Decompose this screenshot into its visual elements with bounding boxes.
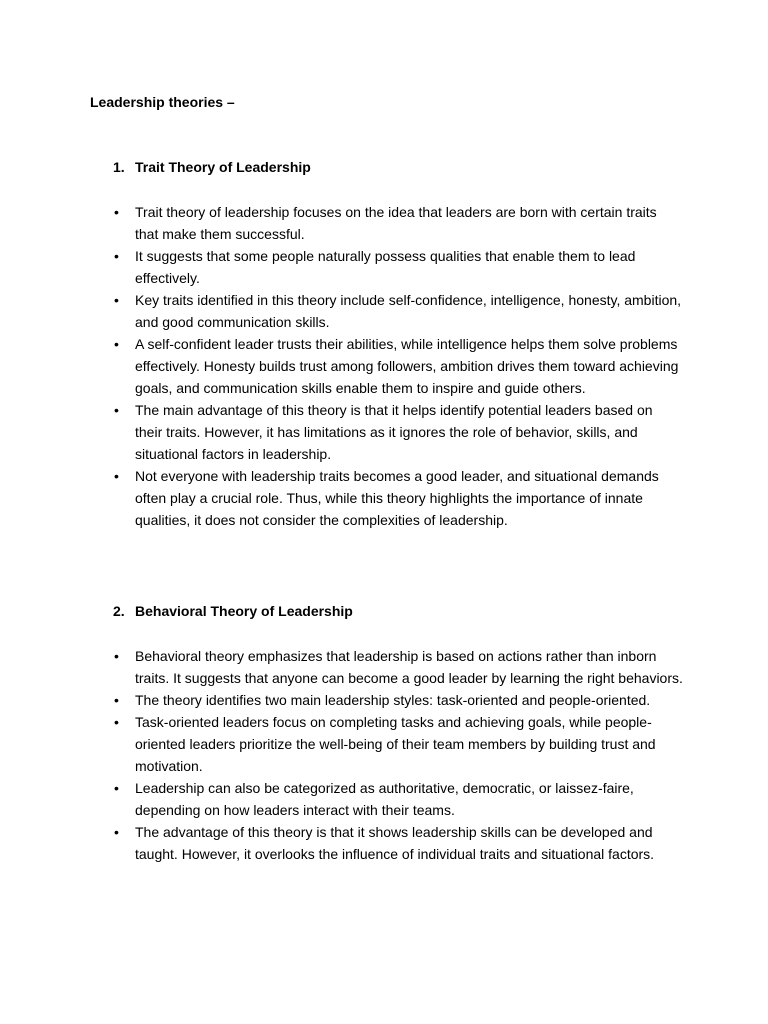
section-number: 1. bbox=[113, 159, 125, 175]
section-heading-text: Trait Theory of Leadership bbox=[135, 159, 311, 175]
list-item-text: The theory identifies two main leadership styles: task-oriented and people-oriented. bbox=[135, 692, 651, 708]
section-heading-trait-theory bbox=[113, 157, 311, 177]
bullet-icon: • bbox=[114, 336, 119, 352]
behavioral-theory-bullet-list bbox=[113, 645, 683, 865]
list-item bbox=[113, 821, 683, 865]
section-heading-text: Behavioral Theory of Leadership bbox=[135, 603, 353, 619]
bullet-icon: • bbox=[114, 780, 119, 796]
section-heading-behavioral-theory bbox=[113, 601, 353, 621]
section-number: 2. bbox=[113, 603, 125, 619]
document-title: Leadership theories – bbox=[90, 94, 235, 110]
bullet-icon: • bbox=[114, 468, 119, 484]
bullet-icon: • bbox=[114, 824, 119, 840]
bullet-icon: • bbox=[114, 692, 119, 708]
list-item bbox=[113, 689, 683, 711]
list-item bbox=[113, 711, 683, 777]
list-item-text: It suggests that some people naturally possess qualities that enable them to lead effectively. bbox=[135, 248, 636, 286]
list-item-text: Key traits identified in this theory include self-confidence, intelligence, honesty, ambition, and good communication skills. bbox=[135, 292, 682, 330]
bullet-icon: • bbox=[114, 714, 119, 730]
list-item bbox=[113, 645, 683, 689]
list-item bbox=[113, 399, 683, 465]
list-item bbox=[113, 333, 683, 399]
list-item-text: A self-confident leader trusts their abilities, while intelligence helps them solve problems effectively. Honesty builds trust among followers, ambition drives them toward achieving goals, and communication skills enable them to inspire and guide others. bbox=[135, 336, 679, 396]
bullet-icon: • bbox=[114, 204, 119, 220]
bullet-icon: • bbox=[114, 248, 119, 264]
bullet-icon: • bbox=[114, 648, 119, 664]
trait-theory-bullet-list bbox=[113, 201, 683, 531]
list-item-text: The advantage of this theory is that it shows leadership skills can be developed and taught. However, it overlooks the influence of individual traits and situational factors. bbox=[135, 824, 655, 862]
list-item-text: Leadership can also be categorized as authoritative, democratic, or laissez-faire, depending on how leaders interact with their teams. bbox=[135, 780, 634, 818]
list-item bbox=[113, 289, 683, 333]
list-item bbox=[113, 245, 683, 289]
list-item bbox=[113, 201, 683, 245]
list-item-text: Behavioral theory emphasizes that leadership is based on actions rather than inborn traits. It suggests that anyone can become a good leader by learning the right behaviors. bbox=[135, 648, 683, 686]
list-item-text: Trait theory of leadership focuses on the idea that leaders are born with certain traits that make them successful. bbox=[135, 204, 657, 242]
list-item-text: Task-oriented leaders focus on completing tasks and achieving goals, while people-oriented leaders prioritize the well-being of their team members by building trust and motivation. bbox=[135, 714, 656, 774]
bullet-icon: • bbox=[114, 292, 119, 308]
list-item bbox=[113, 465, 683, 531]
list-item bbox=[113, 777, 683, 821]
list-item-text: Not everyone with leadership traits becomes a good leader, and situational demands often play a crucial role. Thus, while this theory highlights the importance of innate qualities, it does not consider the complexities of leadership. bbox=[135, 468, 659, 528]
bullet-icon: • bbox=[114, 402, 119, 418]
list-item-text: The main advantage of this theory is that it helps identify potential leaders based on their traits. However, it has limitations as it ignores the role of behavior, skills, and situational factors in leadership. bbox=[135, 402, 653, 462]
